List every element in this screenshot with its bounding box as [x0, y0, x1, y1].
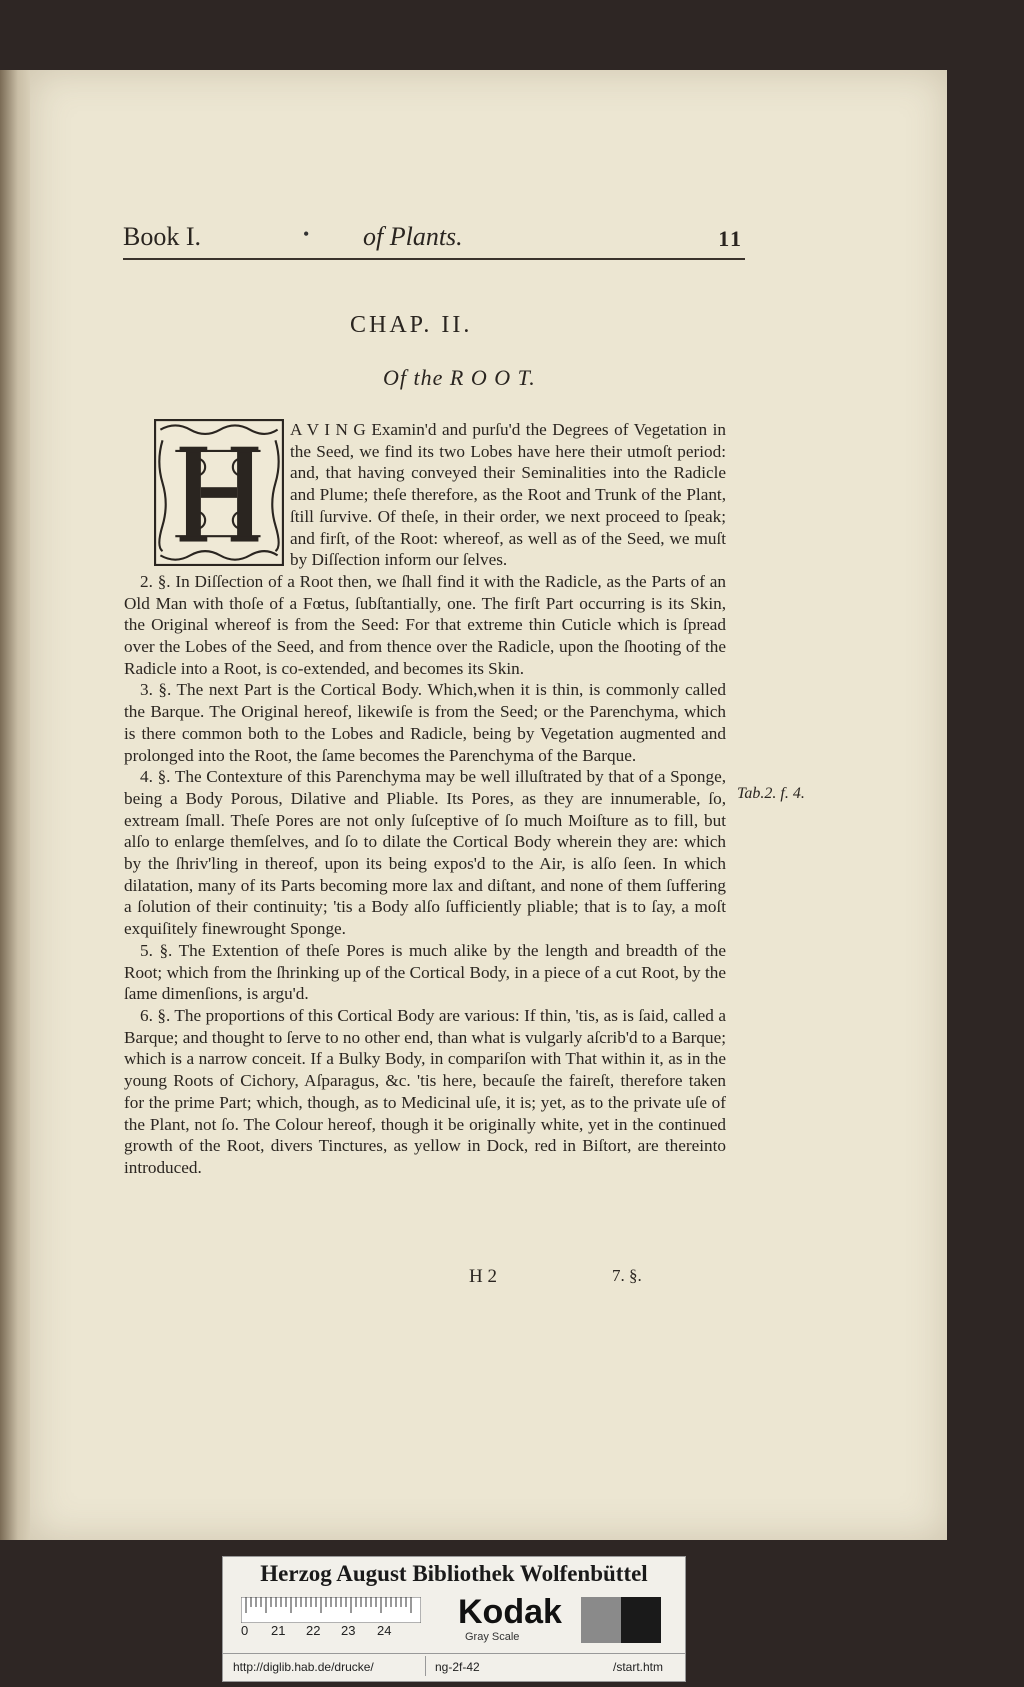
color-calibration-bar — [222, 1556, 686, 1682]
paragraph-6: 6. §. The proportions of this Cortical Body are various: If thin, 'tis, as is ſaid, called a Barque; and thought to ſerve to no other end, than what is vulgarly aſcrib'd to a Barque; which is a narrow conceit. If a Bulky Body, in compariſon with That within it, as in the young Roots of Cichory, Aſparagus, &c. 'tis here, becauſe the faireſt, therefore taken for the prime Part; which, though, as to Medicinal uſe, it is; yet, as to the private uſe of the Plant, not ſo. The Colour hereof, though it be originally white, yet in the continued growth of the Root, divers Tinctures, as yellow in Dock, red in Biſtort, are thereinto introduced. — [124, 1005, 726, 1177]
decorated-initial — [154, 419, 284, 557]
paragraph-2: 2. §. In Diſſection of a Root then, we ſhall find it with the Radicle, as the Parts of an Old Man with thoſe of a Fœtus, ſubſtantially, one. The firſt Part occurring is its Skin, the Original whereof is from the Seed: For that extreme thin Cuticle which is ſpread over the Lobes of the Seed, and from thence over the Radicle, upon the ſhooting of the Radicle into a Root, is co-extended, and becomes its Skin. — [124, 571, 726, 678]
ruler-icon — [241, 1597, 421, 1623]
header-title: of Plants. — [363, 222, 463, 251]
paragraph-1: A V I N G Examin'd and purſu'd the Degrees of Vegetation in the Seed, we find its two Lobes have here their utmoſt period: and, that having conveyed their Seminalities into the Radicle and Plume; theſe therefore, as the Root and Trunk of the Plant, ſtill ſurvive. Of theſe, in their order, we next proceed to ſpeak; and firſt, of the Root: whereof, as well as of the Seed, we muſt by Diſſection inform our ſelves. — [290, 420, 726, 570]
ruler-number: 21 — [271, 1623, 286, 1638]
url-mid: ng-2f-42 — [435, 1660, 480, 1674]
page-number: 11 — [718, 226, 743, 251]
chapter-heading: CHAP. II. — [350, 312, 473, 338]
gray-scale-label: Gray Scale — [465, 1631, 520, 1643]
paragraph-5: 5. §. The Extention of theſe Pores is much alike by the length and breadth of the Root; which from the ſhrinking up of the Cortical Body, in a piece of a cut Root, by the ſame dimenſions, is argu'd. — [124, 940, 726, 1004]
header-book: Book I. — [123, 222, 201, 251]
paragraph-3: 3. §. The next Part is the Cortical Body. Which,when it is thin, is commonly called the Barque. The Original hereof, likewiſe is from the Seed; or the Parenchyma, which is there common both to the Lobes and Radicle, being by Vegetation augmented and prolonged into the Root, the ſame becomes the Parenchyma of the Barque. — [124, 680, 726, 765]
colorbar-footer — [223, 1653, 685, 1680]
header-ornament: • — [303, 224, 310, 244]
url-left: http://diglib.hab.de/drucke/ — [233, 1660, 374, 1674]
gray-patch-mid — [581, 1597, 621, 1643]
paragraph-4: 4. §. The Contexture of this Parenchyma may be well illuſtrated by that of a Sponge, being a Body Porous, Dilative and Pliable. Its Pores, as they are innumerable, ſo, extream ſmall. Theſe Pores are not only ſuſceptive of ſo much Moiſture as to fill, but alſo to enlarge themſelves, and ſo to dilate the Cortical Body wherein they are: which by the ſhriv'ling in thereof, upon its being expos'd to the Air, is alſo ſeen. In which dilatation, many of its Parts becoming more lax and diſtant, and none of them ſuffering a ſolution of their continuity; 'tis a Body alſo ſufficiently pliable; that is to ſay, a moſt exquiſitely finewrought Sponge. — [124, 767, 726, 939]
gray-patch-dark — [621, 1597, 661, 1643]
running-header — [123, 222, 743, 262]
ruler-number: 0 — [241, 1623, 249, 1638]
ruler-number: 22 — [306, 1623, 321, 1638]
kodak-logo: Kodak — [458, 1593, 562, 1631]
divider — [425, 1656, 426, 1676]
ruler-number: 24 — [377, 1623, 392, 1638]
body-text — [124, 419, 726, 1179]
decorated-initial-icon — [154, 419, 284, 566]
chapter-subheading: Of the R O O T. — [383, 365, 536, 390]
header-rule — [123, 258, 745, 260]
catchword: 7. §. — [612, 1266, 642, 1285]
signature-mark: H 2 — [469, 1266, 497, 1287]
ruler-number: 23 — [341, 1623, 356, 1638]
margin-note: Tab.2. f. 4. — [737, 785, 805, 802]
url-right: /start.htm — [613, 1660, 664, 1674]
adjacent-page-edge — [0, 70, 30, 1540]
library-name: Herzog August Bibliothek Wolfenbüttel — [260, 1561, 648, 1586]
